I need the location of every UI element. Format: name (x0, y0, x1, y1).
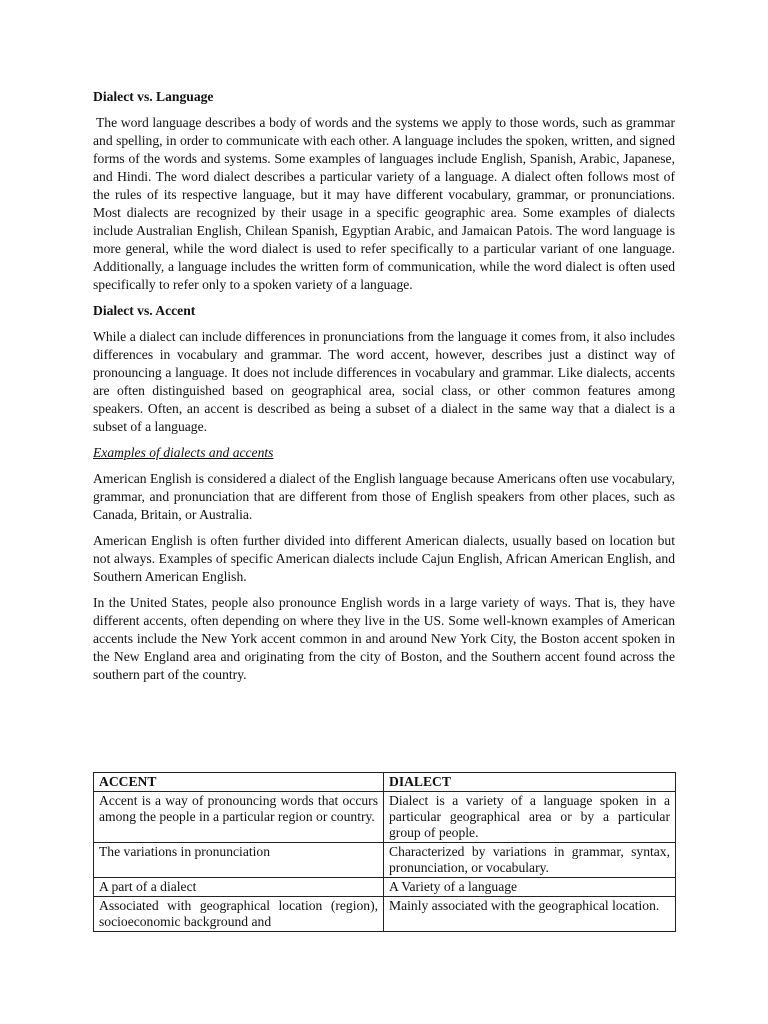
paragraph-american-dialects: American English is often further divided into different American dialects, usually based on location but not always. Examples of specific American dialects include Cajun English, African American English, and Southern American English. (93, 533, 675, 584)
table-cell-accent (94, 897, 384, 932)
paragraph-american-accents: In the United States, people also pronounce English words in a large variety of ways. That is, they have different accents, often depending on where they live in the US. Some well-known examples of American accents include the New York accent common in and around New York City, the Boston accent spoken in the New England area and originating from the city of Boston, and the Southern accent found across the southern part of the country. (93, 595, 675, 682)
document-page (93, 88, 675, 692)
table-cell-accent-text: Associated with geographical location (region), socioeconomic background and (99, 898, 378, 929)
table-cell-dialect: A Variety of a language (384, 878, 676, 897)
table-cell-accent: Accent is a way of pronouncing words that occurs among the people in a particular region or country. (94, 792, 384, 843)
table-row (94, 792, 676, 843)
paragraph-dialect-vs-accent: While a dialect can include differences in pronunciations from the language it comes from, it also includes differences in vocabulary and grammar. The word accent, however, describes just a distinct way of pronouncing a language. It does not include differences in vocabulary and grammar. Like dialects, accents are often distinguished based on geographical area, social class, or other common features among speakers. Often, an accent is described as being a subset of a dialect in the same way that a dialect is a subset of a language. (93, 329, 675, 434)
paragraph-dialect-vs-language: The word language describes a body of words and the systems we apply to those words, such as grammar and spelling, in order to communicate with each other. A language includes the spoken, written, and signed forms of the words and systems. Some examples of languages include English, Spanish, Arabic, Japanese, and Hindi. The word dialect describes a particular variety of a language. A dialect often follows most of the rules of its respective language, but it may have different vocabulary, grammar, or pronunciations. Most dialects are recognized by their usage in a specific geographic area. Some examples of dialects include Australian English, Chilean Spanish, Egyptian Arabic, and Jamaican Patois. The word language is more general, while the word dialect is used to refer specifically to a particular variant of one language. Additionally, a language includes the written form of communication, while the word dialect is often used specifically to refer only to a spoken variety of a language. (93, 115, 675, 292)
table-row (94, 843, 676, 878)
paragraph-american-english-dialect: American English is considered a dialect of the English language because Americans often use vocabulary, grammar, and pronunciation that are different from those of English speakers from other places, such as Canada, Britain, or Australia. (93, 471, 675, 522)
table-row (94, 878, 676, 897)
table-cell-dialect: Characterized by variations in grammar, syntax, pronunciation, or vocabulary. (384, 843, 676, 878)
subheading-examples: Examples of dialects and accents (93, 445, 274, 460)
accent-dialect-comparison-table (93, 772, 676, 932)
table-cell-accent: The variations in pronunciation (94, 843, 384, 878)
table-header-accent: ACCENT (94, 773, 384, 792)
table-cell-accent: A part of a dialect (94, 878, 384, 897)
section-heading-dialect-vs-accent: Dialect vs. Accent (93, 303, 196, 318)
table-cell-dialect (384, 897, 676, 932)
table-cell-dialect-text: Mainly associated with the geographical location. (389, 898, 660, 913)
table-cell-dialect: Dialect is a variety of a language spoken in a particular geographical area or by a particular group of people. (384, 792, 676, 843)
table-header-row (94, 773, 676, 792)
table-row (94, 897, 676, 932)
table-header-dialect: DIALECT (384, 773, 676, 792)
section-heading-dialect-vs-language: Dialect vs. Language (93, 89, 214, 104)
